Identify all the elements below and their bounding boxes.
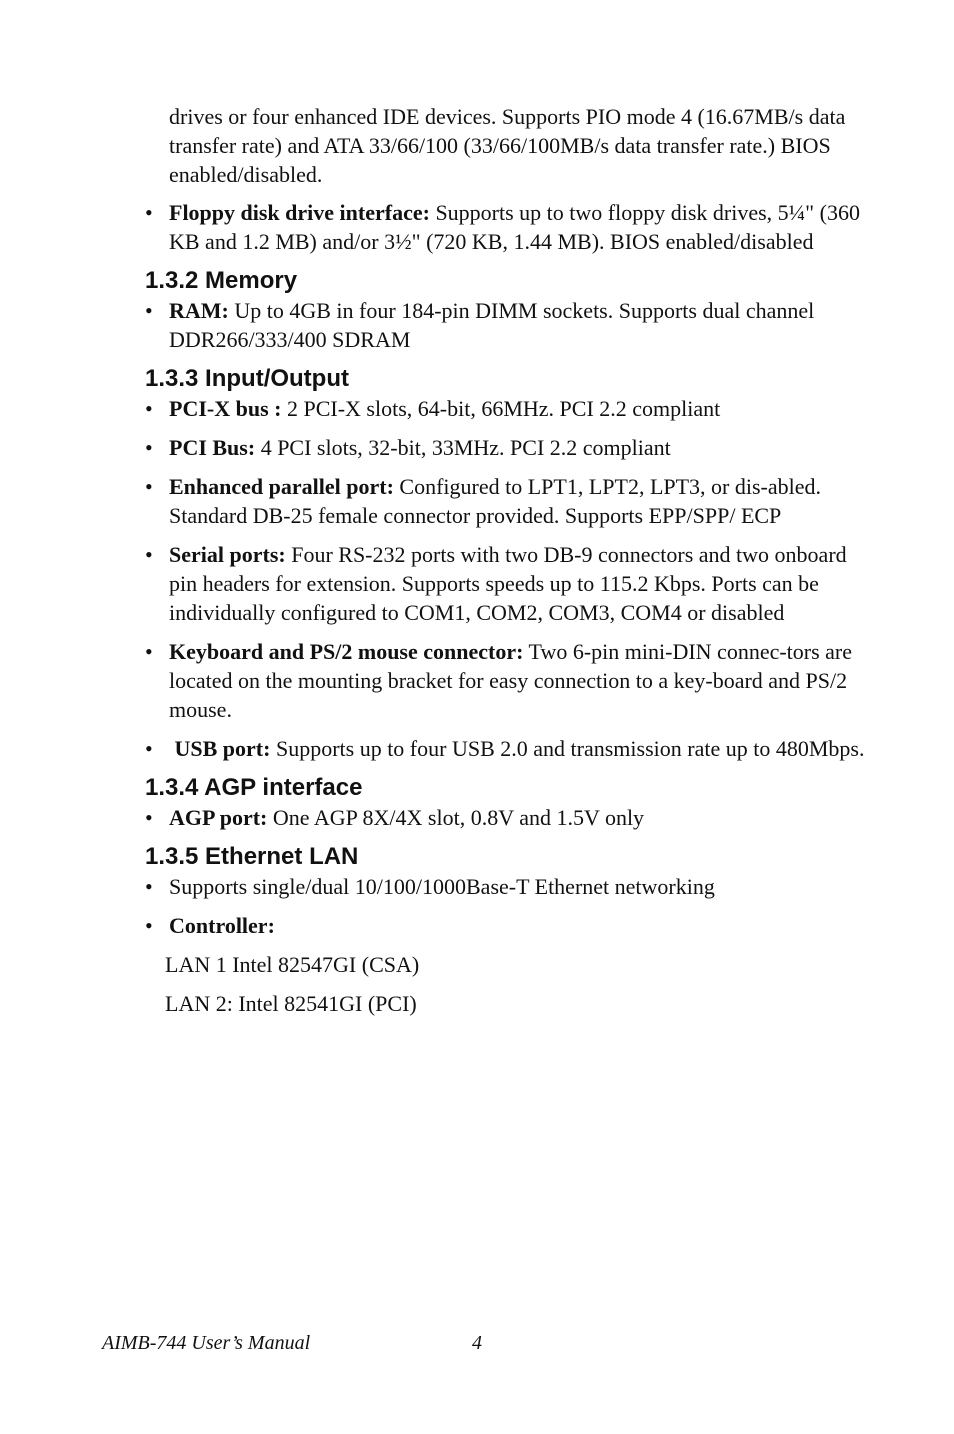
pcix-item <box>145 394 865 423</box>
pci-item <box>145 433 865 462</box>
bullet-icon: • <box>145 913 153 938</box>
lan2-line: LAN 2: Intel 82541GI (PCI) <box>165 991 417 1016</box>
usb-label: USB port: <box>169 736 271 761</box>
serial-ports-label: Serial ports: <box>169 542 286 567</box>
pcix-label: PCI-X bus : <box>169 396 282 421</box>
ram-label: RAM: <box>169 298 229 323</box>
lan-support-text: Supports single/dual 10/100/1000Base-T Ethernet networking <box>169 874 715 899</box>
usb-text: Supports up to four USB 2.0 and transmission rate up to 480Mbps. <box>270 736 865 761</box>
agp-item <box>145 803 865 832</box>
floppy-text: Supports up to two floppy disk drives, 5¼" (360 KB and 1.2 MB) and/or 3½" (720 KB, 1.44 MB). BIOS enabled/disabled <box>169 200 860 254</box>
controller-item <box>145 911 865 940</box>
pcix-text: 2 PCI-X slots, 64-bit, 66MHz. PCI 2.2 compliant <box>281 396 721 421</box>
parallel-port-text: Configured to LPT1, LPT2, LPT3, or dis-abled. Standard DB-25 female connector provided. Supports EPP/SPP/ ECP <box>169 474 822 528</box>
pci-label: PCI Bus: <box>169 435 256 460</box>
floppy-label: Floppy disk drive interface: <box>169 200 430 225</box>
ram-item <box>145 296 865 354</box>
lan-heading: 1.3.5 Ethernet LAN <box>145 843 359 870</box>
page-content <box>145 102 865 1028</box>
page-number: 4 <box>472 1332 482 1354</box>
bullet-icon: • <box>145 435 153 460</box>
bullet-icon: • <box>145 736 153 761</box>
pci-text: 4 PCI slots, 32-bit, 33MHz. PCI 2.2 compliant <box>255 435 671 460</box>
parallel-port-label: Enhanced parallel port: <box>169 474 394 499</box>
serial-ports-text: Four RS-232 ports with two DB-9 connectors and two onboard pin headers for extension. Supports speeds up to 115.2 Kbps. Ports can be individually configured to COM1, COM2, COM3, COM4 or disabled <box>169 542 847 625</box>
io-heading: 1.3.3 Input/Output <box>145 365 349 392</box>
intro-paragraph: drives or four enhanced IDE devices. Supports PIO mode 4 (16.67MB/s data transfer rate) and ATA 33/66/100 (33/66/100MB/s data transfer rate.) BIOS enabled/disabled. <box>169 104 846 187</box>
keyboard-mouse-text: Two 6-pin mini-DIN connec-tors are located on the mounting bracket for easy connection to a key-board and PS/2 mouse. <box>169 639 853 722</box>
floppy-item <box>145 198 865 256</box>
ram-text: Up to 4GB in four 184-pin DIMM sockets. Supports dual channel DDR266/333/400 SDRAM <box>169 298 815 352</box>
bullet-icon: • <box>145 639 153 664</box>
bullet-icon: • <box>145 874 153 899</box>
agp-heading: 1.3.4 AGP interface <box>145 774 363 801</box>
lan1-line: LAN 1 Intel 82547GI (CSA) <box>165 952 420 977</box>
bullet-icon: • <box>145 200 153 225</box>
keyboard-mouse-label: Keyboard and PS/2 mouse connector: <box>169 639 524 664</box>
keyboard-mouse-item <box>145 637 865 724</box>
serial-ports-item <box>145 540 865 627</box>
bullet-icon: • <box>145 396 153 421</box>
parallel-port-item <box>145 472 865 530</box>
usb-item <box>145 734 865 763</box>
bullet-icon: • <box>145 805 153 830</box>
controller-label: Controller: <box>169 913 275 938</box>
lan-support-item <box>145 872 865 901</box>
memory-heading: 1.3.2 Memory <box>145 267 298 294</box>
agp-text: One AGP 8X/4X slot, 0.8V and 1.5V only <box>267 805 645 830</box>
bullet-icon: • <box>145 298 153 323</box>
footer-title: AIMB-744 User’s Manual <box>102 1332 311 1354</box>
agp-label: AGP port: <box>169 805 268 830</box>
bullet-icon: • <box>145 542 153 567</box>
bullet-icon: • <box>145 474 153 499</box>
